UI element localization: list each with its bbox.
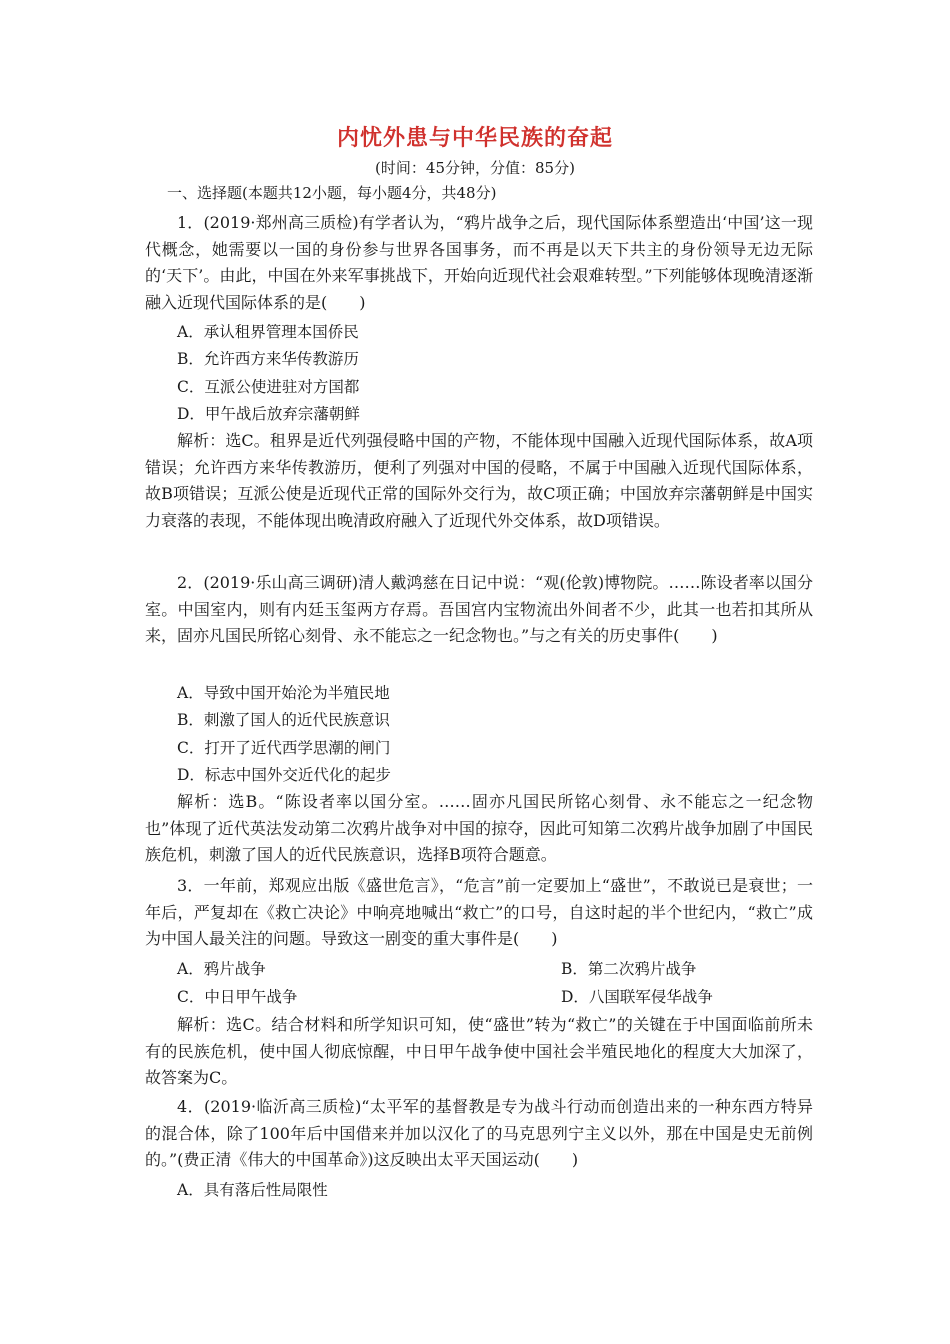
q2-option-c: C．打开了近代西学思潮的闸门: [177, 739, 391, 757]
question-3-analysis: 解析：选C。结合材料和所学知识可知，使“盛世”转为“救亡”的关键在于中国面临前所未有的民族危机，使中国人彻底惊醒，中日甲午战争使中国社会半殖民地化的程度大大加深了，故答案为C。: [145, 1015, 813, 1088]
question-1-stem: 1．(2019·郑州高三质检)有学者认为，“鸦片战争之后，现代国际体系塑造出‘中国’这一现代概念，她需要以一国的身份参与世界各国事务，而不再是以天下共主的身份领导无边无际的‘天下’。由此，中国在外来军事挑战下，开始向近现代社会艰难转型。”下列能够体现晚清逐渐融入近现代国际体系的是( ): [145, 213, 813, 313]
q1-option-b: B．允许西方来华传教游历: [177, 350, 359, 368]
q2-option-d: D．标志中国外交近代化的起步: [177, 766, 391, 784]
q2-option-a: A．导致中国开始沦为半殖民地: [177, 684, 390, 702]
q3-option-c: C．中日甲午战争: [177, 988, 298, 1006]
q3-option-a: A．鸦片战争: [177, 960, 266, 978]
question-4-stem: 4．(2019·临沂高三质检)“太平军的基督教是专为战斗行动而创造出来的一种东西方特异的混合体，除了100年后中国借来并加以汉化了的马克思列宁主义以外，那在中国是史无前例的。”(费正清《伟大的中国革命》)这反映出太平天国运动( ): [145, 1097, 813, 1170]
q1-option-c: C．互派公使进驻对方国都: [177, 378, 360, 396]
q1-option-d: D．甲午战后放弃宗藩朝鲜: [177, 405, 360, 423]
page-title: 内忧外患与中华民族的奋起: [336, 126, 613, 151]
q3-option-b: B．第二次鸦片战争: [561, 960, 697, 978]
question-1-analysis: 解析：选C。租界是近代列强侵略中国的产物，不能体现中国融入近现代国际体系，故A项错误；允许西方来华传教游历，便利了列强对中国的侵略，不属于中国融入近现代国际体系，故B项错误；互派公使是近现代正常的国际外交行为，故C项正确；中国放弃宗藩朝鲜是中国实力衰落的表现，不能体现出晚清政府融入了近现代外交体系，故D项错误。: [145, 431, 813, 531]
section-heading: 一、选择题(本题共12小题，每小题4分，共48分): [167, 184, 497, 202]
q3-option-d: D．八国联军侵华战争: [561, 988, 713, 1006]
q2-option-b: B．刺激了国人的近代民族意识: [177, 711, 390, 729]
question-3-stem: 3．一年前，郑观应出版《盛世危言》，“危言”前一定要加上“盛世”，不敢说已是衰世；一年后，严复却在《救亡决论》中响亮地喊出“救亡”的口号，自这时起的半个世纪内，“救亡”成为中国人最关注的问题。导致这一剧变的重大事件是( ): [145, 876, 813, 949]
question-2-stem: 2．(2019·乐山高三调研)清人戴鸿慈在日记中说：“观(伦敦)博物院。……陈设者率以国分室。中国室内，则有内廷玉玺两方存焉。吾国宫内宝物流出外间者不少，此其一也若扣其所从来，固亦凡国民所铭心刻骨、永不能忘之一纪念物也。”与之有关的历史事件( ): [145, 573, 813, 646]
question-2-analysis: 解析：选B。“陈设者率以国分室。……固亦凡国民所铭心刻骨、永不能忘之一纪念物也”体现了近代英法发动第二次鸦片战争对中国的掠夺，因此可知第二次鸦片战争加剧了中国民族危机，刺激了国人的近代民族意识，选择B项符合题意。: [145, 792, 813, 865]
exam-info: (时间：45分钟，分值：85分): [375, 159, 575, 177]
q1-option-a: A．承认租界管理本国侨民: [177, 323, 359, 341]
q4-option-a: A．具有落后性局限性: [177, 1181, 328, 1199]
